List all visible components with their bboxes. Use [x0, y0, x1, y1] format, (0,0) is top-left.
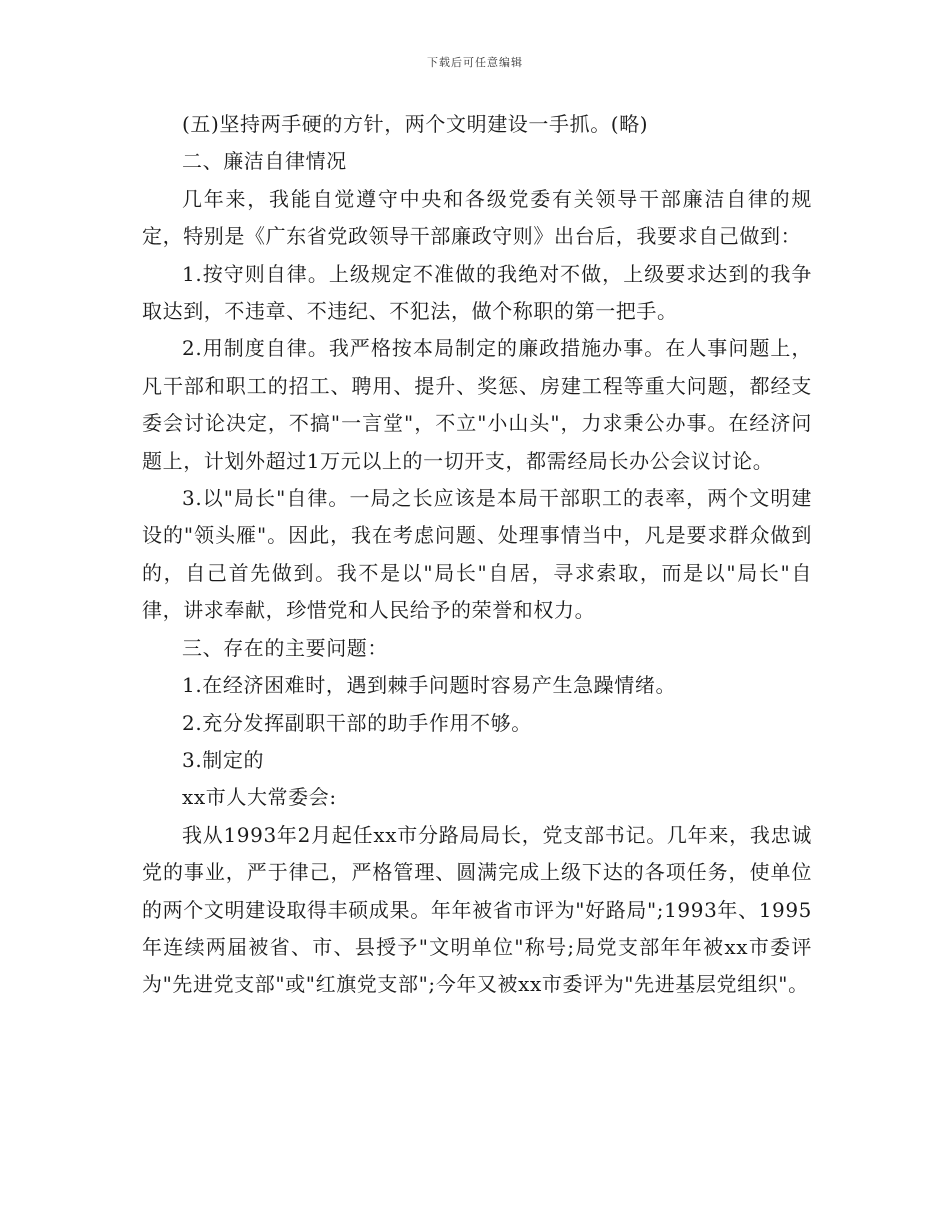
document-body	[142, 106, 812, 1004]
problem-item-2: 2.充分发挥副职干部的助手作用不够。	[182, 710, 532, 735]
paragraph-report-body: 我从1993年2月起任xx市分路局局长，党支部书记。几年来，我忠诚党的事业，严于律己，严格管理、圆满完成上级下达的各项任务，使单位的两个文明建设取得丰硕成果。年年被省市评为"好路局";1993年、1995年连续两届被省、市、县授予"文明单位"称号;局党支部年年被xx市委评为"先进党支部"或"红旗党支部";今年又被xx市委评为"先进基层党组织"。	[142, 822, 812, 997]
paragraph-item-3: 3.以"局长"自律。一局之长应该是本局干部职工的表率，两个文明建设的"领头雁"。因此，我在考虑问题、处理事情当中，凡是要求群众做到的，自己首先做到。我不是以"局长"自居，寻求索取，而是以"局长"自律，讲求奉献，珍惜党和人民给予的荣誉和权力。	[142, 486, 812, 623]
paragraph-section-5: (五)坚持两手硬的方针，两个文明建设一手抓。(略)	[182, 112, 649, 136]
heading-integrity: 二、廉洁自律情况	[182, 149, 347, 174]
paragraph-item-2: 2.用制度自律。我严格按本局制定的廉政措施办事。在人事问题上，凡干部和职工的招工、聘用、提升、奖惩、房建工程等重大问题，都经支委会讨论决定，不搞"一言堂"，不立"小山头"，力求秉公办事。在经济问题上，计划外超过1万元以上的一切开支，都需经局长办公会议讨论。	[142, 336, 812, 473]
addressee: xx市人大常委会:	[182, 785, 337, 810]
paragraph-intro: 几年来，我能自觉遵守中央和各级党委有关领导干部廉洁自律的规定，特别是《广东省党政领导干部廉政守则》出台后，我要求自己做到：	[142, 186, 812, 249]
problem-item-1: 1.在经济困难时，遇到棘手问题时容易产生急躁情绪。	[182, 673, 677, 698]
paragraph-item-1: 1.按守则自律。上级规定不准做的我绝对不做，上级要求达到的我争取达到，不违章、不违纪、不犯法，做个称职的第一把手。	[142, 261, 812, 324]
problem-item-3: 3.制定的	[182, 747, 265, 772]
header-note: 下载后可任意编辑	[427, 56, 523, 69]
heading-problems: 三、存在的主要问题：	[182, 635, 388, 660]
